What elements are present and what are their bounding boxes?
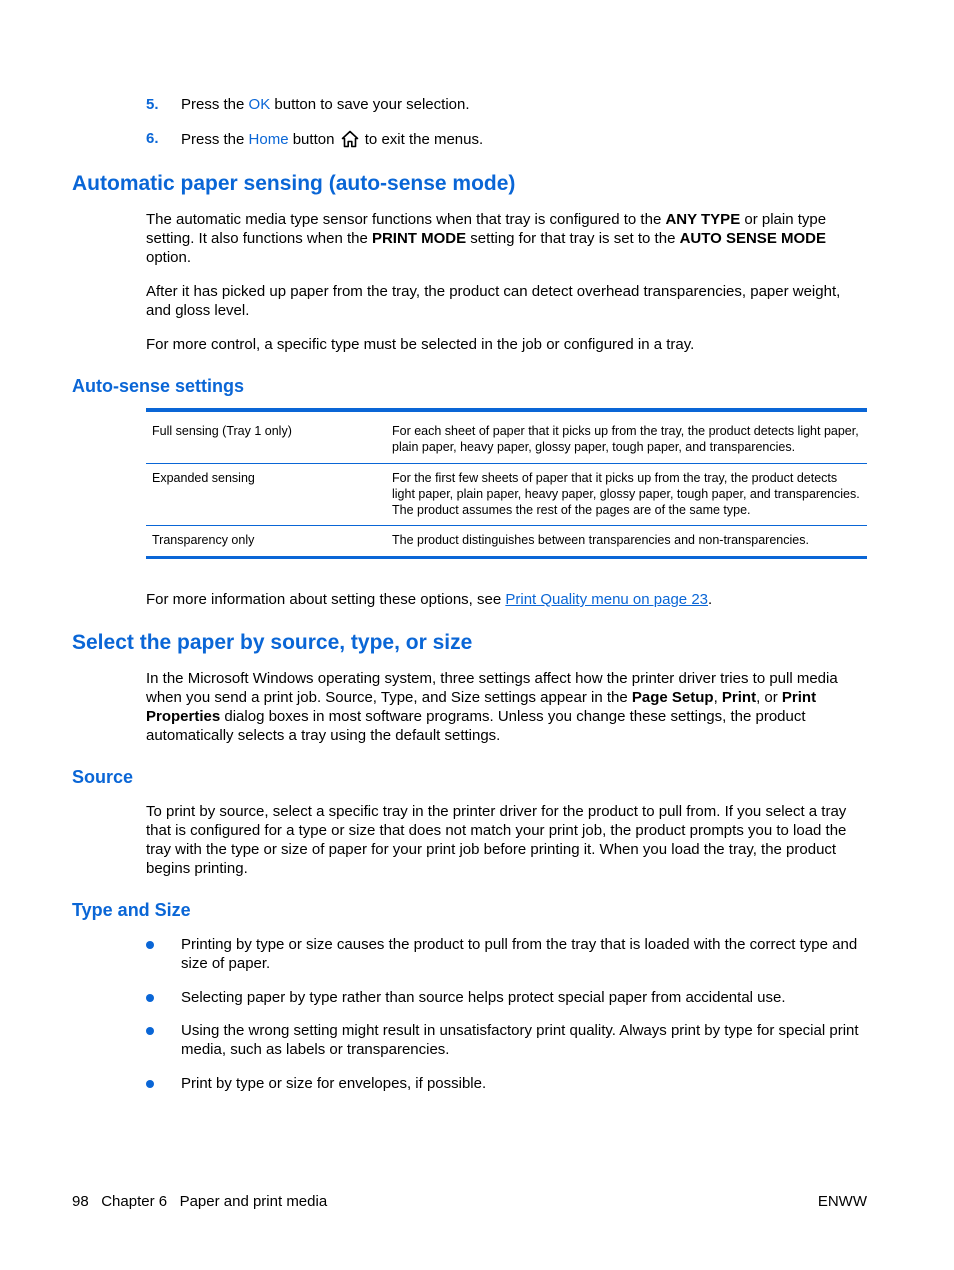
setting-name: Full sensing (Tray 1 only) (152, 424, 292, 438)
ok-key: OK (248, 96, 271, 113)
home-key: Home (248, 131, 289, 148)
bullet-icon (146, 1080, 154, 1088)
auto-sense-paragraph-3: For more control, a specific type must be selected in the job or configured in a tray. (146, 336, 695, 353)
table-row (146, 464, 867, 526)
auto-sense-paragraph-1: The automatic media type sensor functions when that tray is configured to the ANY TYPE or plain type setting. It also functions when the PRINT MODE setting for that tray is set to the AUTO SENSE MODE option. (146, 211, 827, 266)
subsection-title-auto-sense-settings: Auto-sense settings (72, 376, 245, 396)
auto-sense-settings-table (146, 408, 867, 559)
list-item: Print by type or size for envelopes, if possible. (181, 1075, 487, 1092)
page-number: 98 (72, 1193, 89, 1210)
subsection-title-source: Source (72, 767, 134, 787)
table-row (146, 526, 867, 558)
source-paragraph: To print by source, select a specific tray in the printer driver for the product to pull from. If you select a tray that is configured for a type or size that does not match your print job, the product prompts you to load the tray with the type or size of paper for your print job before printing it. When you load the tray, the product begins printing. (146, 803, 847, 877)
step-number: 5. (146, 96, 159, 113)
step-6 (146, 130, 159, 147)
setting-description: For each sheet of paper that it picks up from the tray, the product detects light paper, plain paper, heavy paper, glossy paper, tough paper, and transparencies. (392, 424, 859, 454)
list-item: Using the wrong setting might result in unsatisfactory print quality. Always print by type for special print media, such as labels or transparencies. (181, 1022, 859, 1058)
section-title-auto-sense: Automatic paper sensing (auto-sense mode) (72, 172, 516, 195)
chapter-title: Chapter 6 Paper and print media (101, 1193, 328, 1210)
footer-right: ENWW (817, 1193, 867, 1210)
more-info-paragraph: For more information about setting these options, see Print Quality menu on page 23. (146, 591, 713, 608)
step-6-text: Press the Home button to exit the menus. (181, 130, 483, 152)
bullet-icon (146, 994, 154, 1002)
setting-name: Transparency only (146, 526, 392, 558)
section-title-select-paper: Select the paper by source, type, or size (72, 631, 473, 654)
bullet-icon (146, 941, 154, 949)
step-5-text: Press the OK button to save your selection. (181, 96, 470, 113)
setting-description: The product distinguishes between transparencies and non-transparencies. (392, 526, 867, 558)
step-number: 6. (146, 130, 159, 147)
bullet-icon (146, 1027, 154, 1035)
print-quality-menu-link[interactable]: Print Quality menu on page 23 (505, 591, 708, 608)
subsection-title-type-and-size: Type and Size (72, 900, 191, 920)
step-5 (146, 96, 159, 113)
select-paper-paragraph: In the Microsoft Windows operating system, three settings affect how the printer driver tries to pull media when you send a print job. Source, Type, and Size settings appear in the Page Setup, Print, or Print Properties dialog boxes in most software programs. Unless you change these settings, the product automatically selects a tray using the default settings. (146, 670, 838, 744)
home-icon (341, 130, 359, 152)
setting-name: Expanded sensing (146, 464, 392, 526)
list-item: Printing by type or size causes the product to pull from the tray that is loaded with the correct type and size of paper. (181, 936, 858, 972)
footer-left (72, 1193, 327, 1210)
list-item: Selecting paper by type rather than source helps protect special paper from accidental use. (181, 989, 786, 1006)
auto-sense-paragraph-2: After it has picked up paper from the tray, the product can detect overhead transparencies, paper weight, and gloss level. (146, 283, 841, 319)
table-row (146, 410, 867, 464)
setting-description: For the first few sheets of paper that it picks up from the tray, the product detects light paper, plain paper, heavy paper, glossy paper, tough paper, and transparencies. The product assumes the rest of the pages are of the same type. (392, 464, 867, 526)
